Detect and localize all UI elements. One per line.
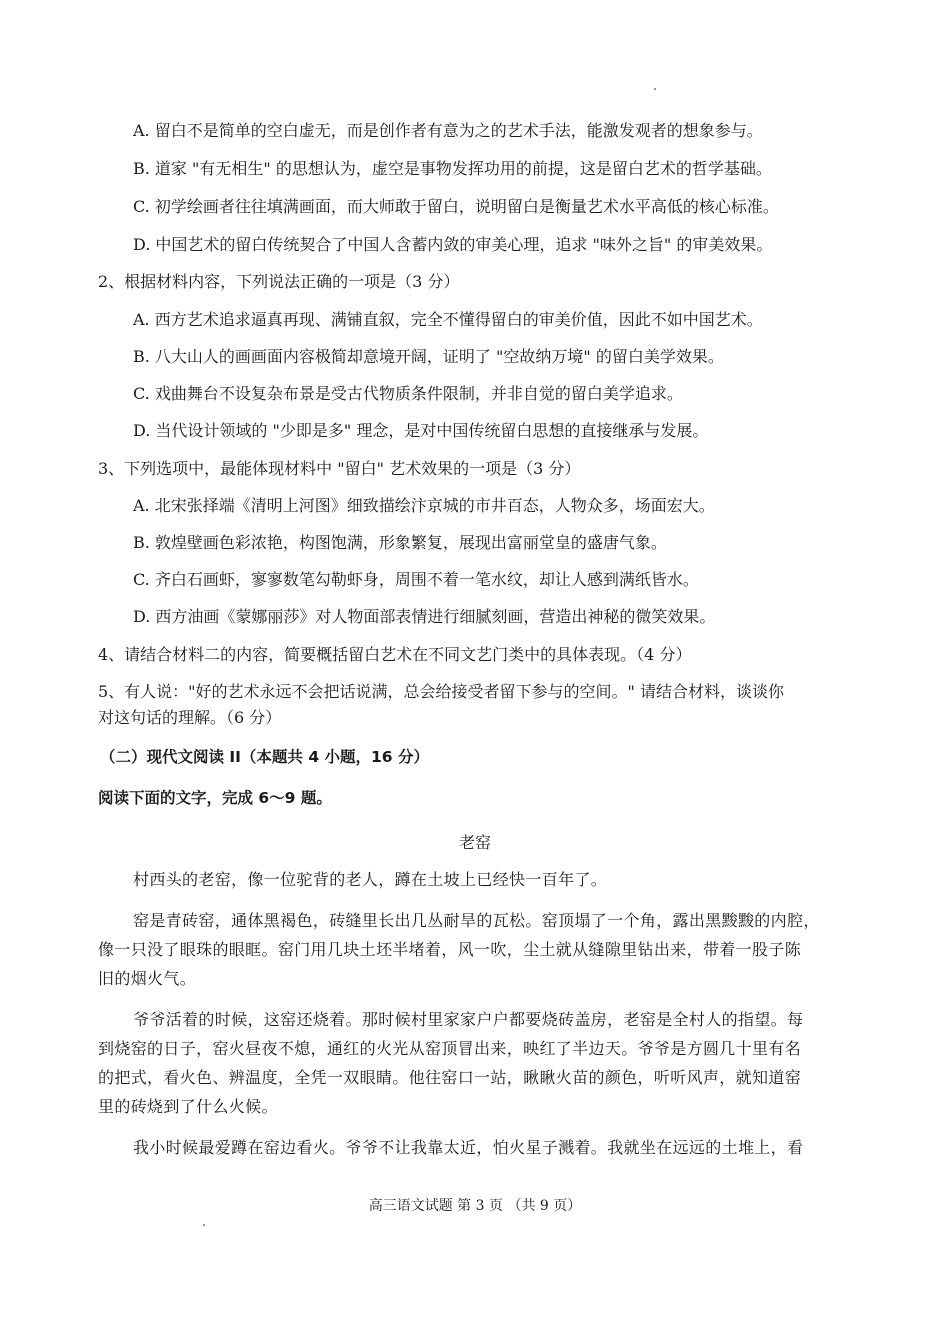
story-line-5: 爷爷活着的时候，这窑还烧着。那时候村里家家户户都要烧砖盖房，老窑是全村人的指望。每 — [133, 1010, 804, 1029]
q1-option-c: C. 初学绘画者往往填满画面，而大师敢于留白，说明留白是衡量艺术水平高低的核心标准。 — [133, 197, 779, 216]
q2-stem: 2、根据材料内容，下列说法正确的一项是（3 分） — [98, 272, 460, 291]
scan-dot-top — [654, 88, 656, 90]
q3-option-b: B. 敦煌壁画色彩浓艳，构图饱满，形象繁复，展现出富丽堂皇的盛唐气象。 — [133, 533, 667, 552]
q1-option-a: A. 留白不是简单的空白虚无，而是创作者有意为之的艺术手法，能激发观者的想象参与。 — [133, 121, 763, 140]
q4-stem: 4、请结合材料二的内容，简要概括留白艺术在不同文艺门类中的具体表现。（4 分） — [98, 645, 692, 664]
story-line-1: 村西头的老窑，像一位驼背的老人，蹲在土坡上已经快一百年了。 — [133, 870, 608, 889]
story-line-7: 的把式，看火色、辨温度，全凭一双眼睛。他往窑口一站，瞅瞅火苗的颜色，听听风声，就知道窑 — [98, 1068, 802, 1087]
section-heading: （二）现代文阅读 II（本题共 4 小题，16 分） — [100, 748, 429, 766]
q3-option-d: D. 西方油画《蒙娜丽莎》对人物面部表情进行细腻刻画，营造出神秘的微笑效果。 — [133, 607, 716, 626]
story-line-4: 旧的烟火气。 — [98, 969, 197, 988]
q3-option-a: A. 北宋张择端《清明上河图》细致描绘汴京城的市井百态，人物众多，场面宏大。 — [133, 496, 715, 515]
q5-stem-line2: 对这句话的理解。（6 分） — [98, 708, 282, 727]
story-line-2: 窑是青砖窑，通体黑褐色，砖缝里长出几丛耐旱的瓦松。窑顶塌了一个角，露出黑黢黢的内腔， — [133, 911, 820, 930]
q3-option-c: C. 齐白石画虾，寥寥数笔勾勒虾身，周围不着一笔水纹，却让人感到满纸皆水。 — [133, 570, 699, 589]
page-footer: 高三语文试题 第 3 页 （共 9 页） — [368, 1198, 582, 1214]
q2-option-a: A. 西方艺术追求逼真再现、满铺直叙，完全不懂得留白的审美价值，因此不如中国艺术。 — [133, 310, 763, 329]
reading-instruction: 阅读下面的文字，完成 6～9 题。 — [98, 789, 332, 807]
q2-option-d: D. 当代设计领域的 "少即是多" 理念，是对中国传统留白思想的直接继承与发展。 — [133, 421, 709, 440]
q3-stem: 3、下列选项中，最能体现材料中 "留白" 艺术效果的一项是（3 分） — [98, 459, 581, 478]
story-line-3: 像一只没了眼珠的眼眶。窑门用几块土坯半堵着，风一吹，尘土就从缝隙里钻出来，带着一股子陈 — [98, 940, 802, 959]
story-line-9: 我小时候最爱蹲在窑边看火。爷爷不让我靠太近，怕火星子溅着。我就坐在远远的土堆上，看 — [133, 1138, 804, 1157]
q5-stem-line1: 5、有人说："好的艺术永远不会把话说满，总会给接受者留下参与的空间。" 请结合材料，谈谈你 — [98, 682, 784, 701]
q1-option-b: B. 道家 "有无相生" 的思想认为，虚空是事物发挥功用的前提，这是留白艺术的哲学基础。 — [133, 159, 772, 178]
q2-option-c: C. 戏曲舞台不设复杂布景是受古代物质条件限制，并非自觉的留白美学追求。 — [133, 384, 683, 403]
story-line-6: 到烧窑的日子，窑火昼夜不熄，通红的火光从窑顶冒出来，映红了半边天。爷爷是方圆几十里有名 — [98, 1039, 802, 1058]
q2-option-b: B. 八大山人的画画面内容极简却意境开阔，证明了 "空故纳万境" 的留白美学效果。 — [133, 347, 724, 366]
story-title: 老窑 — [458, 833, 491, 852]
scan-dot-bottom — [203, 1224, 205, 1226]
q1-option-d: D. 中国艺术的留白传统契合了中国人含蓄内敛的审美心理，追求 "味外之旨" 的审美效果。 — [133, 235, 773, 254]
story-line-8: 里的砖烧到了什么火候。 — [98, 1097, 278, 1116]
